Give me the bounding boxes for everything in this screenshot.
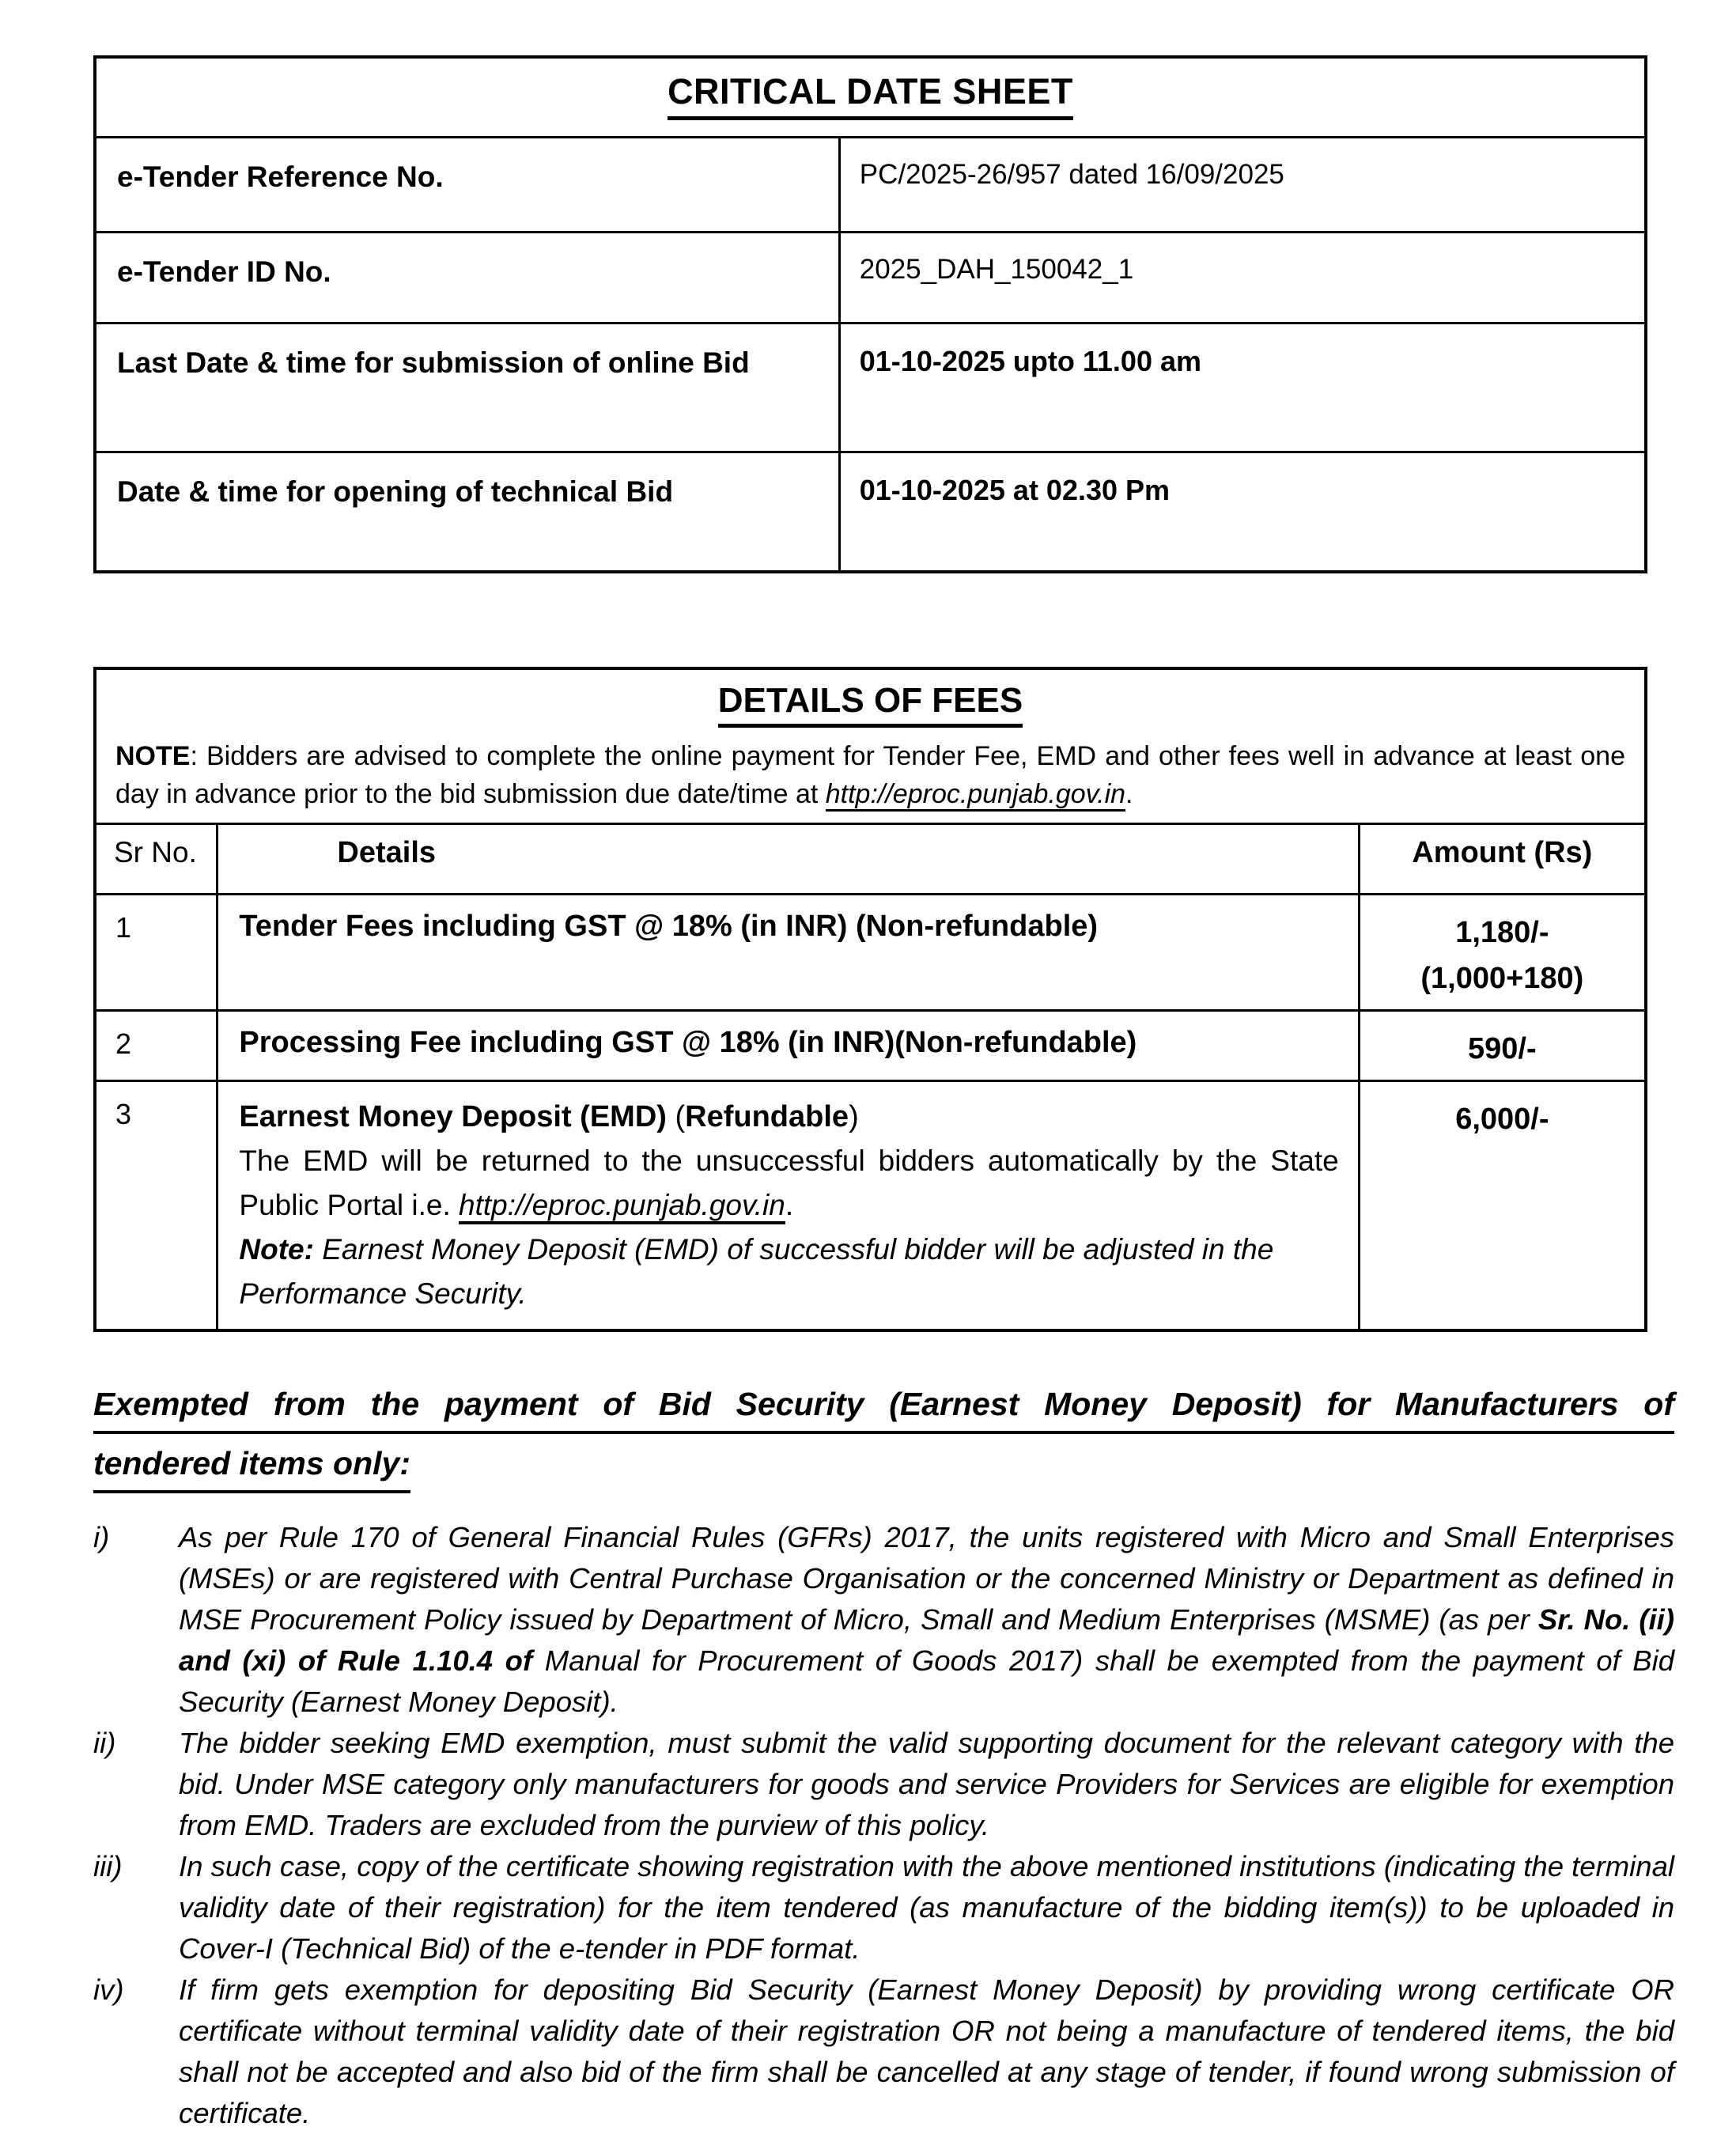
- fee-row-emd: [95, 1080, 1646, 1330]
- list-item-text: In such case, copy of the certificate showing registration with the above mentioned institutions (indicating the terminal validity date of their registration) for the item tendered (as manufacture of the bidding item(s)) to be uploaded in Cover-I (Technical Bid) of the e-tender in PDF format.: [179, 1849, 1674, 1965]
- amount-line: (1,000+180): [1420, 961, 1584, 995]
- exemption-list: [93, 1517, 1674, 2134]
- emd-title: [239, 1095, 1338, 1139]
- eproc-portal-link[interactable]: http://eproc.punjab.gov.in: [459, 1189, 785, 1224]
- fees-header-row: [95, 823, 1646, 894]
- list-item: [93, 1723, 1674, 1846]
- submission-date-value: 01-10-2025 upto 11.00 am: [839, 324, 1646, 452]
- emd-title-paren: (: [666, 1099, 686, 1133]
- emd-note: [239, 1228, 1338, 1316]
- emd-title-paren: ): [849, 1099, 859, 1133]
- list-item-number: iv): [93, 1973, 124, 2006]
- tender-fees-amount: [1359, 894, 1646, 1010]
- list-item: [93, 1846, 1674, 1969]
- list-item-text: The bidder seeking EMD exemption, must submit the valid supporting document for the relevant category with the bid. Under MSE category only manufacturers for goods and service Providers for Services are eligible for exemption from EMD. Traders are excluded from the purview of this policy.: [179, 1726, 1674, 1841]
- emd-refundable-bold: Refundable: [685, 1099, 849, 1133]
- emd-title-bold: Earnest Money Deposit (EMD): [239, 1099, 667, 1133]
- details-of-fees-table: [93, 667, 1647, 1332]
- critical-date-sheet-title: CRITICAL DATE SHEET: [668, 71, 1073, 120]
- opening-date-value: 01-10-2025 at 02.30 Pm: [839, 452, 1646, 572]
- critical-date-sheet-title-cell: [95, 57, 1646, 138]
- emd-body-period: .: [785, 1188, 794, 1221]
- details-of-fees-title: DETAILS OF FEES: [718, 681, 1023, 728]
- eproc-portal-link[interactable]: http://eproc.punjab.gov.in: [826, 779, 1125, 812]
- fees-note-body: : Bidders are advised to complete the online payment for Tender Fee, EMD and other fees well in advance at least one day in advance prior to the bid submission due date/time at: [115, 740, 1625, 809]
- emd-body-text: [239, 1139, 1338, 1228]
- processing-fee-amount: 590/-: [1359, 1010, 1646, 1080]
- processing-fee-details: Processing Fee including GST @ 18% (in INR)(Non-refundable): [217, 1010, 1359, 1080]
- list-item-text-post: Manual for Procurement of Goods 2017) shall be exempted from the payment of Bid Security (Earnest Money Deposit).: [179, 1644, 1674, 1718]
- tender-reference-value: PC/2025-26/957 dated 16/09/2025: [839, 138, 1646, 233]
- fee-row-sr: 1: [95, 894, 217, 1010]
- amount-line: 1,180/-: [1455, 915, 1549, 949]
- list-item: [93, 1517, 1674, 1723]
- list-item: [93, 1969, 1674, 2134]
- list-item-text-pre: As per Rule 170 of General Financial Rules (GFRs) 2017, the units registered with Micro and Small Enterprises (MSEs) or are registered with Central Purchase Organisation or the concerned Ministry or Department as defined in MSE Procurement Policy issued by Department of Micro, Small and Medium Enterprises (MSME) (as per: [179, 1520, 1674, 1636]
- critical-date-sheet-table: [93, 55, 1647, 573]
- list-item-number: iii): [93, 1849, 123, 1882]
- amount-column-header: Amount (Rs): [1359, 823, 1646, 894]
- list-item-number: i): [93, 1520, 110, 1553]
- emd-note-label: Note:: [239, 1232, 314, 1266]
- tender-fees-details: Tender Fees including GST @ 18% (in INR) (Non-refundable): [217, 894, 1359, 1010]
- opening-date-label: Date & time for opening of technical Bid: [95, 452, 839, 572]
- emd-body-pre: The EMD will be returned to the unsuccessful bidders automatically by the State Public Portal i.e.: [239, 1144, 1339, 1221]
- exemption-heading-line1: Exempted from the payment of Bid Security (Earnest Money Deposit) for Manufacturers of: [93, 1386, 1674, 1434]
- tender-reference-label: e-Tender Reference No.: [95, 138, 839, 233]
- list-item-text: [179, 1517, 1674, 1723]
- table-row: [95, 138, 1646, 233]
- list-item-text: If firm gets exemption for depositing Bid Security (Earnest Money Deposit) by providing wrong certificate OR certificate without terminal validity date of their registration OR not being a manufacture of tendered items, the bid shall not be accepted and also bid of the firm shall be cancelled at any stage of tender, if found wrong submission of certificate.: [179, 1973, 1674, 2129]
- fee-row-tender-fees: [95, 894, 1646, 1010]
- sr-no-column-header: Sr No.: [95, 823, 217, 894]
- emd-details: [217, 1080, 1359, 1330]
- details-of-fees-header-cell: [95, 668, 1646, 824]
- fees-note: [115, 737, 1625, 813]
- fee-row-processing-fee: [95, 1010, 1646, 1080]
- table-row: [95, 324, 1646, 452]
- table-row: [95, 452, 1646, 572]
- tender-id-value: 2025_DAH_150042_1: [839, 233, 1646, 324]
- fee-row-sr: 2: [95, 1010, 217, 1080]
- exemption-heading-line2: tendered items only:: [93, 1445, 1674, 1493]
- exemption-heading: [93, 1386, 1674, 1493]
- emd-amount: 6,000/-: [1359, 1080, 1646, 1330]
- submission-date-label: Last Date & time for submission of online Bid: [95, 324, 839, 452]
- table-row: [95, 233, 1646, 324]
- fees-note-label: NOTE: [115, 740, 191, 771]
- list-item-number: ii): [93, 1726, 116, 1759]
- emd-note-text: Earnest Money Deposit (EMD) of successful bidder will be adjusted in the Performance Security.: [239, 1232, 1274, 1310]
- fee-row-sr: 3: [95, 1080, 217, 1330]
- list-item-text-bold: Sr. No. (ii) and (xi) of Rule 1.10.4 of: [179, 1602, 1674, 1677]
- tender-id-label: e-Tender ID No.: [95, 233, 839, 324]
- fees-note-period: .: [1125, 778, 1133, 809]
- details-column-header: Details: [217, 823, 1359, 894]
